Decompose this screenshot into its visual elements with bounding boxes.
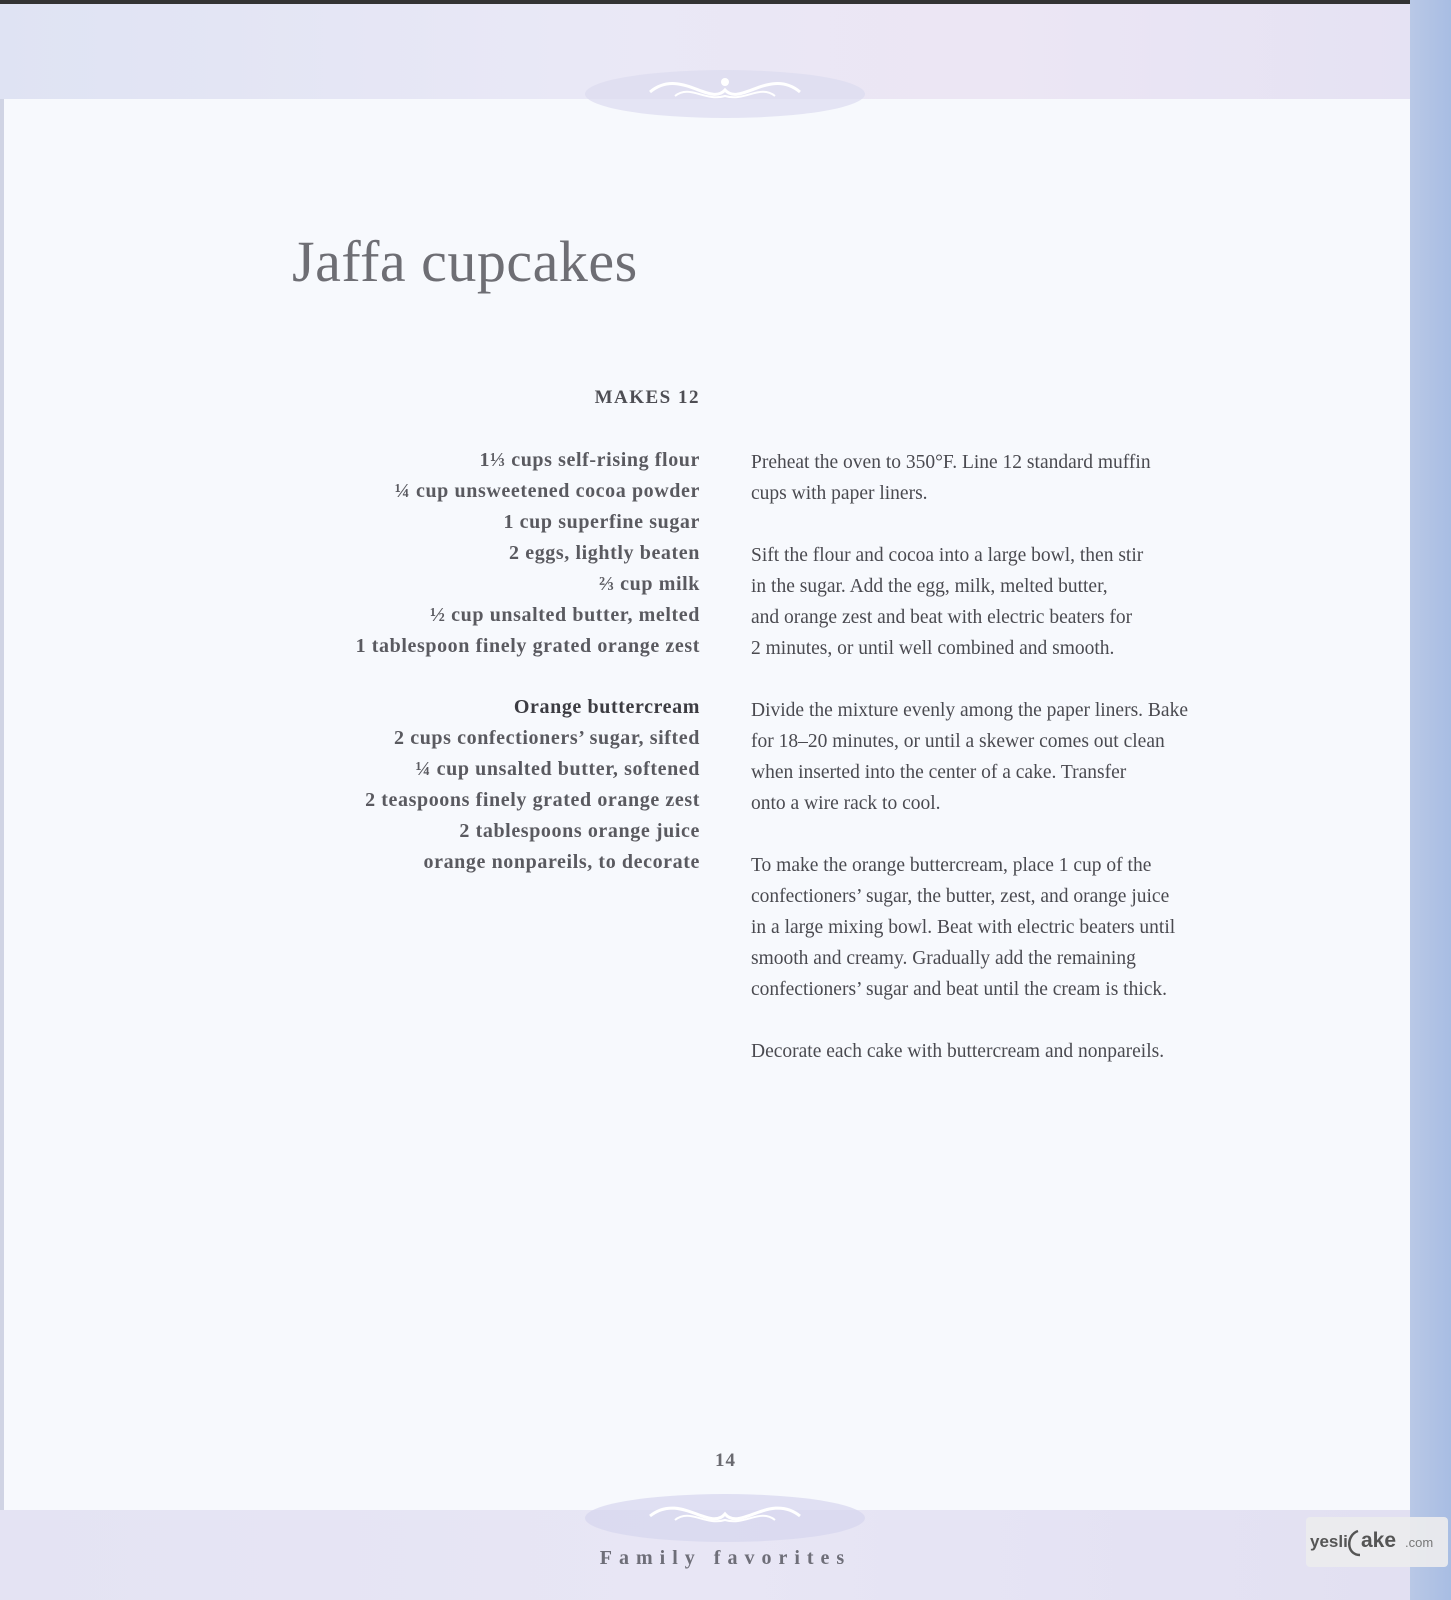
method-paragraph (751, 540, 1311, 664)
buttercream-item: 2 teaspoons finely grated orange zest (365, 789, 700, 811)
ingredient-item: ½ cup unsalted butter, melted (429, 604, 700, 626)
method-paragraph (751, 1036, 1311, 1067)
ingredient-item: ¼ cup unsweetened cocoa powder (394, 480, 700, 502)
buttercream-item: 2 tablespoons orange juice (459, 820, 700, 842)
method-line: cups with paper liners. (751, 483, 928, 504)
ingredient-item: 1⅓ cups self-rising flour (479, 449, 700, 471)
method-line: Sift the flour and cocoa into a large bowl, then stir (751, 545, 1144, 566)
watermark-logo-graphic (1306, 1517, 1448, 1567)
method-line: 2 minutes, or until well combined and smooth. (751, 638, 1115, 659)
yield-label: MAKES 12 (594, 387, 700, 408)
ingredients-list (356, 445, 700, 878)
section-footer: Family favorites (599, 1547, 852, 1569)
buttercream-item: 2 cups confectioners’ sugar, sifted (394, 727, 700, 749)
page-side-edge (1410, 0, 1451, 1600)
ingredient-item: 1 tablespoon finely grated orange zest (355, 635, 700, 657)
top-flourish-ornament (580, 62, 870, 122)
method-line: in the sugar. Add the egg, milk, melted butter, (751, 576, 1108, 597)
method-line: Decorate each cake with buttercream and nonpareils. (751, 1041, 1165, 1062)
bottom-flourish-ornament (580, 1490, 870, 1550)
method-line: Preheat the oven to 350°F. Line 12 standard muffin (751, 452, 1151, 473)
method-line: confectioners’ sugar and beat until the cream is thick. (751, 979, 1168, 1000)
method-line: Divide the mixture evenly among the paper liners. Bake (751, 700, 1188, 721)
method-line: in a large mixing bowl. Beat with electric beaters until (751, 917, 1176, 938)
ingredient-item: ⅔ cup milk (598, 573, 700, 595)
buttercream-item: ¼ cup unsalted butter, softened (415, 758, 700, 780)
method-line: smooth and creamy. Gradually add the remaining (751, 948, 1136, 969)
method-paragraph (751, 850, 1311, 1005)
method-line: and orange zest and beat with electric beaters for (751, 607, 1133, 628)
buttercream-heading: Orange buttercream (513, 696, 700, 718)
page-left-edge (0, 0, 4, 1600)
method-paragraph (751, 447, 1311, 509)
method-paragraph (751, 695, 1311, 819)
buttercream-item: orange nonpareils, to decorate (423, 851, 700, 873)
method-line: confectioners’ sugar, the butter, zest, and orange juice (751, 886, 1170, 907)
svg-text:ake: ake (1361, 1529, 1397, 1552)
ingredient-item: 2 eggs, lightly beaten (509, 542, 700, 564)
method-line: for 18–20 minutes, or until a skewer comes out clean (751, 731, 1165, 752)
method-line: when inserted into the center of a cake. Transfer (751, 762, 1127, 783)
method-steps (751, 447, 1311, 1098)
watermark-logo (1306, 1517, 1448, 1567)
svg-text:.com: .com (1405, 1535, 1434, 1550)
method-line: To make the orange buttercream, place 1 cup of the (751, 855, 1152, 876)
page-number: 14 (715, 1450, 736, 1471)
method-line: onto a wire rack to cool. (751, 793, 941, 814)
svg-text:yesli: yesli (1310, 1532, 1348, 1551)
ingredient-item: 1 cup superfine sugar (503, 511, 700, 533)
recipe-title: Jaffa cupcakes (292, 229, 638, 294)
